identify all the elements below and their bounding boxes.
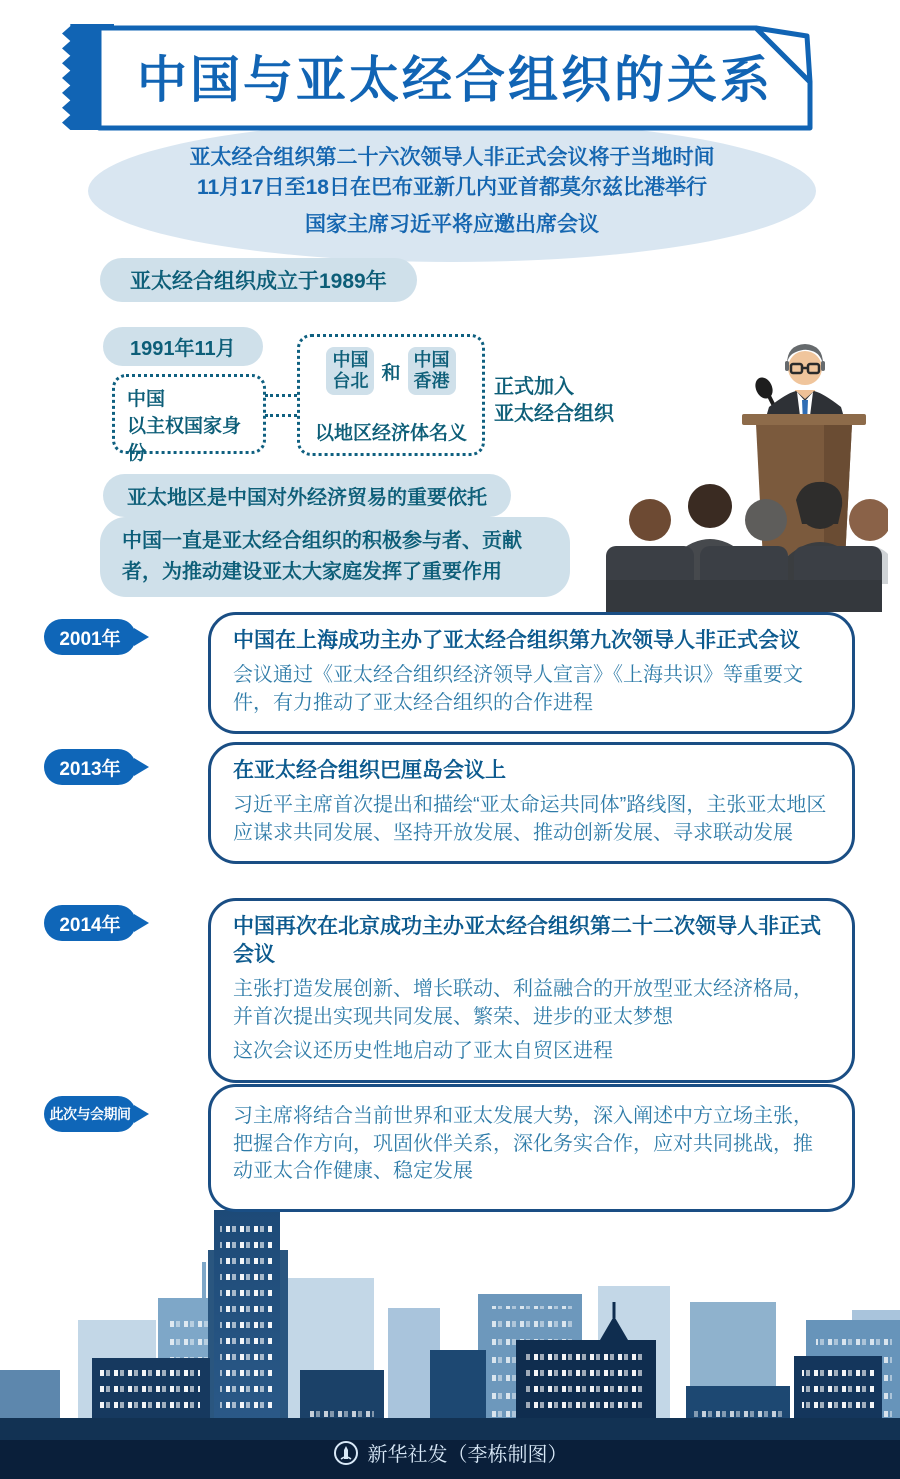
city-skyline-illustration (0, 1190, 900, 1479)
intro-line-1: 亚太经合组织第二十六次领导人非正式会议将于当地时间 (189, 146, 715, 169)
regional-economies-row (326, 347, 455, 395)
fact-founded-pill: 亚太经合组织成立于1989年 (100, 258, 417, 302)
intro-line-3: 国家主席习近平将应邀出席会议 (305, 213, 599, 236)
regional-economies-caption: 以地区经济体名义 (314, 423, 467, 444)
timeline-label-2014: 2014年 (44, 905, 136, 941)
page-title: 中国与亚太经合组织的关系 (137, 52, 773, 108)
hongkong-china-pill: 中国香港 (408, 347, 456, 395)
footer-credit-bar (0, 1438, 900, 1467)
join-apec-text (494, 374, 614, 428)
intro-ellipse (88, 120, 816, 262)
timeline-title: 中国再次在北京成功主办亚太经合组织第二十二次领导人非正式会议 (233, 915, 821, 966)
timeline-paragraph: 会议通过《亚太经合组织经济领导人宣言》《上海共识》等重要文件，有力推动了亚太经合组织的合作进程 (233, 664, 803, 714)
timeline-paragraph: 这次会议还历史性地启动了亚太自贸区进程 (233, 1040, 613, 1062)
fact-contributor-pill: 中国一直是亚太经合组织的积极参与者、贡献者，为推动建设亚太大家庭发挥了重要作用 (100, 517, 570, 597)
timeline-paragraph: 主张打造发展创新、增长联动、利益融合的开放型亚太经济格局，并首次提出实现共同发展、繁荣、进步的亚太梦想 (233, 978, 813, 1028)
speaker-at-podium-illustration (598, 328, 888, 612)
timeline-box-2013 (208, 742, 855, 864)
dotted-connector-bottom (265, 414, 297, 417)
chinese-taipei-pill: 中国台北 (326, 347, 374, 395)
fact-reliance-pill: 亚太地区是中国对外经济贸易的重要依托 (103, 474, 511, 517)
china-identity-label: 以主权国家身份 (127, 416, 242, 464)
regional-economies-box (297, 334, 485, 456)
timeline-box-current (208, 1084, 855, 1212)
chair-backs (606, 546, 882, 612)
join-line-2: 亚太经合组织 (494, 403, 614, 425)
join-line-1: 正式加入 (494, 376, 574, 398)
timeline-label-current: 此次与会期间 (44, 1096, 136, 1132)
title-banner (96, 24, 814, 132)
china-identity-box (112, 374, 266, 464)
timeline-label-2013: 2013年 (44, 749, 136, 785)
timeline-paragraph: 习主席将结合当前世界和亚太发展大势，深入阐述中方立场主张，把握合作方向，巩固伙伴关系，深化务实合作，应对共同挑战，推动亚太合作健康、稳定发展 (233, 1105, 813, 1182)
timeline-box-2001 (208, 612, 855, 734)
timeline-box-2014 (208, 898, 855, 1083)
timeline-paragraph: 习近平主席首次提出和描绘“亚太命运共同体”路线图，主张亚太地区应谋求共同发展、坚持开放发展、推动创新发展、寻求联动发展 (233, 794, 827, 844)
xinhua-logo-icon (333, 1440, 359, 1466)
intro-line-2: 11月17日至18日在巴布亚新几内亚首都莫尔兹比港举行 (197, 176, 707, 199)
speaker-figure (764, 344, 846, 424)
china-label: 中国 (127, 389, 166, 410)
fact-1991-pill: 1991年11月 (103, 327, 263, 366)
credit-text: 新华社发（李栋制图） (367, 1444, 568, 1466)
timeline-title: 中国在上海成功主办了亚太经合组织第九次领导人非正式会议 (233, 629, 800, 652)
timeline-title: 在亚太经合组织巴厘岛会议上 (233, 759, 506, 782)
and-label: 和 (381, 362, 401, 384)
dotted-connector-top (265, 394, 297, 397)
timeline-label-2001: 2001年 (44, 619, 136, 655)
